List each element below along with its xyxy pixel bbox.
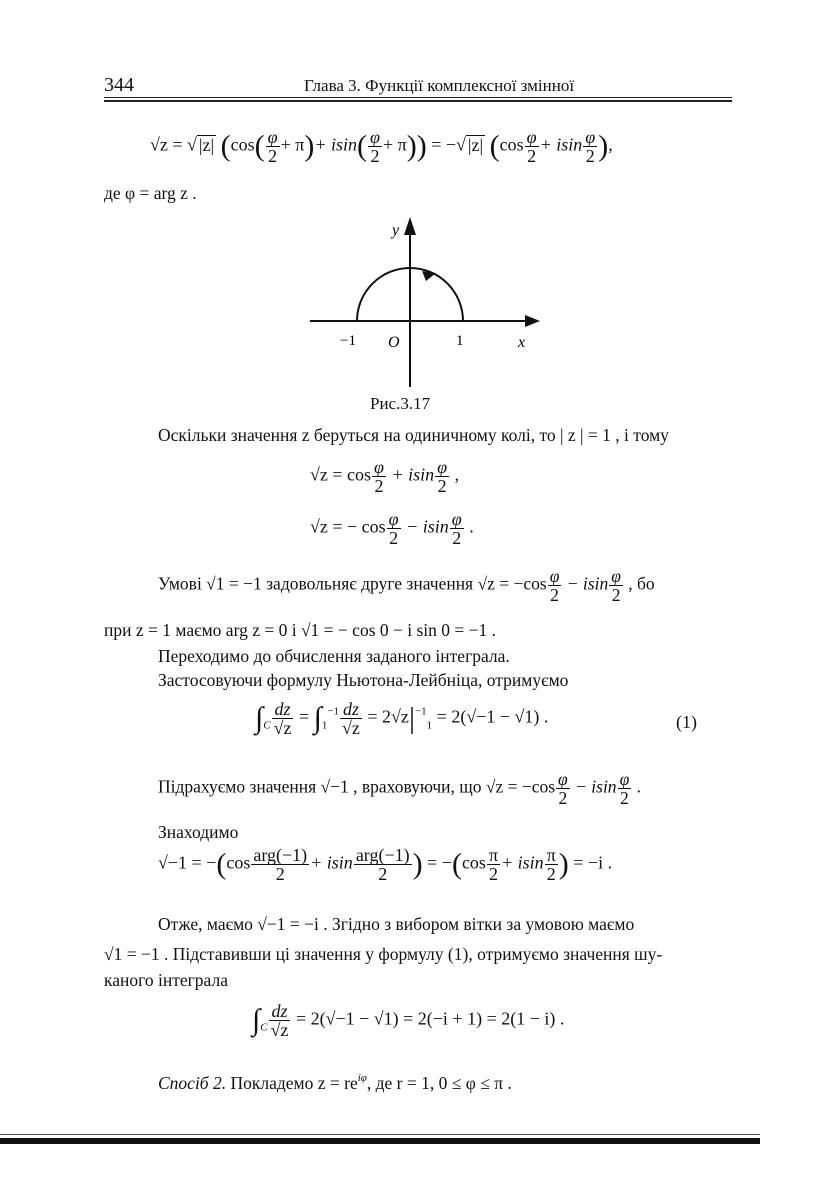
semicircle-figure (300, 215, 540, 393)
find-text: Знаходимо (158, 822, 239, 842)
footer-rule-thick (0, 1138, 760, 1144)
y-axis-label: y (392, 222, 400, 239)
figure-caption: Рис.3.17 (370, 394, 431, 413)
formula-sqrt-z-branches: √z = √ |z| (cos( $\frac{\varphi}{2}$ + π)+ isin( $\frac{\varphi}{2}$ + π)) = −√ |z| (cos $\frac{\varphi}{2}$ + isin $\frac{\varphi}{2}$ ), (150, 127, 613, 166)
at-z1-text: при z = 1 маємо arg z = 0 і √1 = − cos 0 − i sin 0 = −1 . (104, 620, 497, 640)
apply-text: Застосовуючи формулу Ньютона-Лейбніца, отримуємо (158, 670, 569, 690)
page-number: 344 (104, 74, 134, 96)
header-rule-thick (104, 100, 732, 102)
formula-sqrt-minus-one: √−1 = −(cos $\frac{\text{arg(−1)}}{2}$ + isin $\frac{\text{arg(−1)}}{2}$ ) = −(cos $\frac{\pi}{2}$ + isin $\frac{\pi}{2}$ ) = −i . (158, 845, 613, 884)
thus-line-2: √1 = −1 . Підставивши ці значення у формулу (1), отримуємо значення шу- (104, 944, 663, 964)
compute-text: Підрахуємо значення √−1 , враховуючи, що √z = −cos $\frac{\varphi}{2}$ − isin $\frac{\varphi}{2}$ . (158, 769, 641, 808)
x-axis-label: x (518, 334, 526, 351)
condition-text: Умові √1 = −1 задовольняє друге значення √z = −cos $\frac{\varphi}{2}$ − isin $\frac{\varphi}{2}$ , бо (158, 566, 655, 605)
formula-branch-2: √z = − cos $\frac{\varphi}{2}$ − isin $\frac{\varphi}{2}$ . (310, 509, 474, 548)
origin-label: O (388, 334, 400, 351)
since-text: Оскільки значення z беруться на одиничному колі, то | z | = 1 , і тому (158, 425, 669, 445)
final-integral-formula: $\int_C$ $\frac{dz}{√z}$ = 2(√−1 − √1) = 2(−i + 1) = 2(1 − i) . (252, 1001, 565, 1040)
y-axis-arrow (404, 217, 416, 235)
formula-branch-1: √z = cos $\frac{\varphi}{2}$ + isin $\frac{\varphi}{2}$ , (310, 457, 460, 496)
method-2-label: Спосіб 2. (158, 1073, 227, 1093)
thus-line-3: каного інтеграла (104, 970, 228, 990)
equation-number: (1) (676, 712, 697, 732)
tick-one: 1 (456, 333, 464, 349)
header-rule (104, 97, 732, 98)
footer-rule-thin (0, 1134, 760, 1135)
where-phi-text: де φ = arg z . (104, 183, 197, 203)
x-axis-arrow (525, 315, 540, 327)
proceed-text: Переходимо до обчислення заданого інтеграла. (158, 646, 510, 666)
integral-formula-1: $\int_C$ $\frac{dz}{√z}$ = $\int_1^{-1}$ $\frac{dz}{√z}$ = $2√z|^{-1}_1 = 2(√-1 - √1)$ . (255, 699, 549, 738)
method-2-text: Спосіб 2. Покладемо $z = re^{i\varphi}$, де r = 1, 0 ≤ φ ≤ π . (158, 1072, 512, 1093)
chapter-title: Глава 3. Функції комплексної змінної (304, 76, 575, 95)
tick-minus-one: −1 (340, 333, 356, 349)
thus-line-1: Отже, маємо √−1 = −i . Згідно з вибором вітки за умовою маємо (158, 914, 635, 934)
